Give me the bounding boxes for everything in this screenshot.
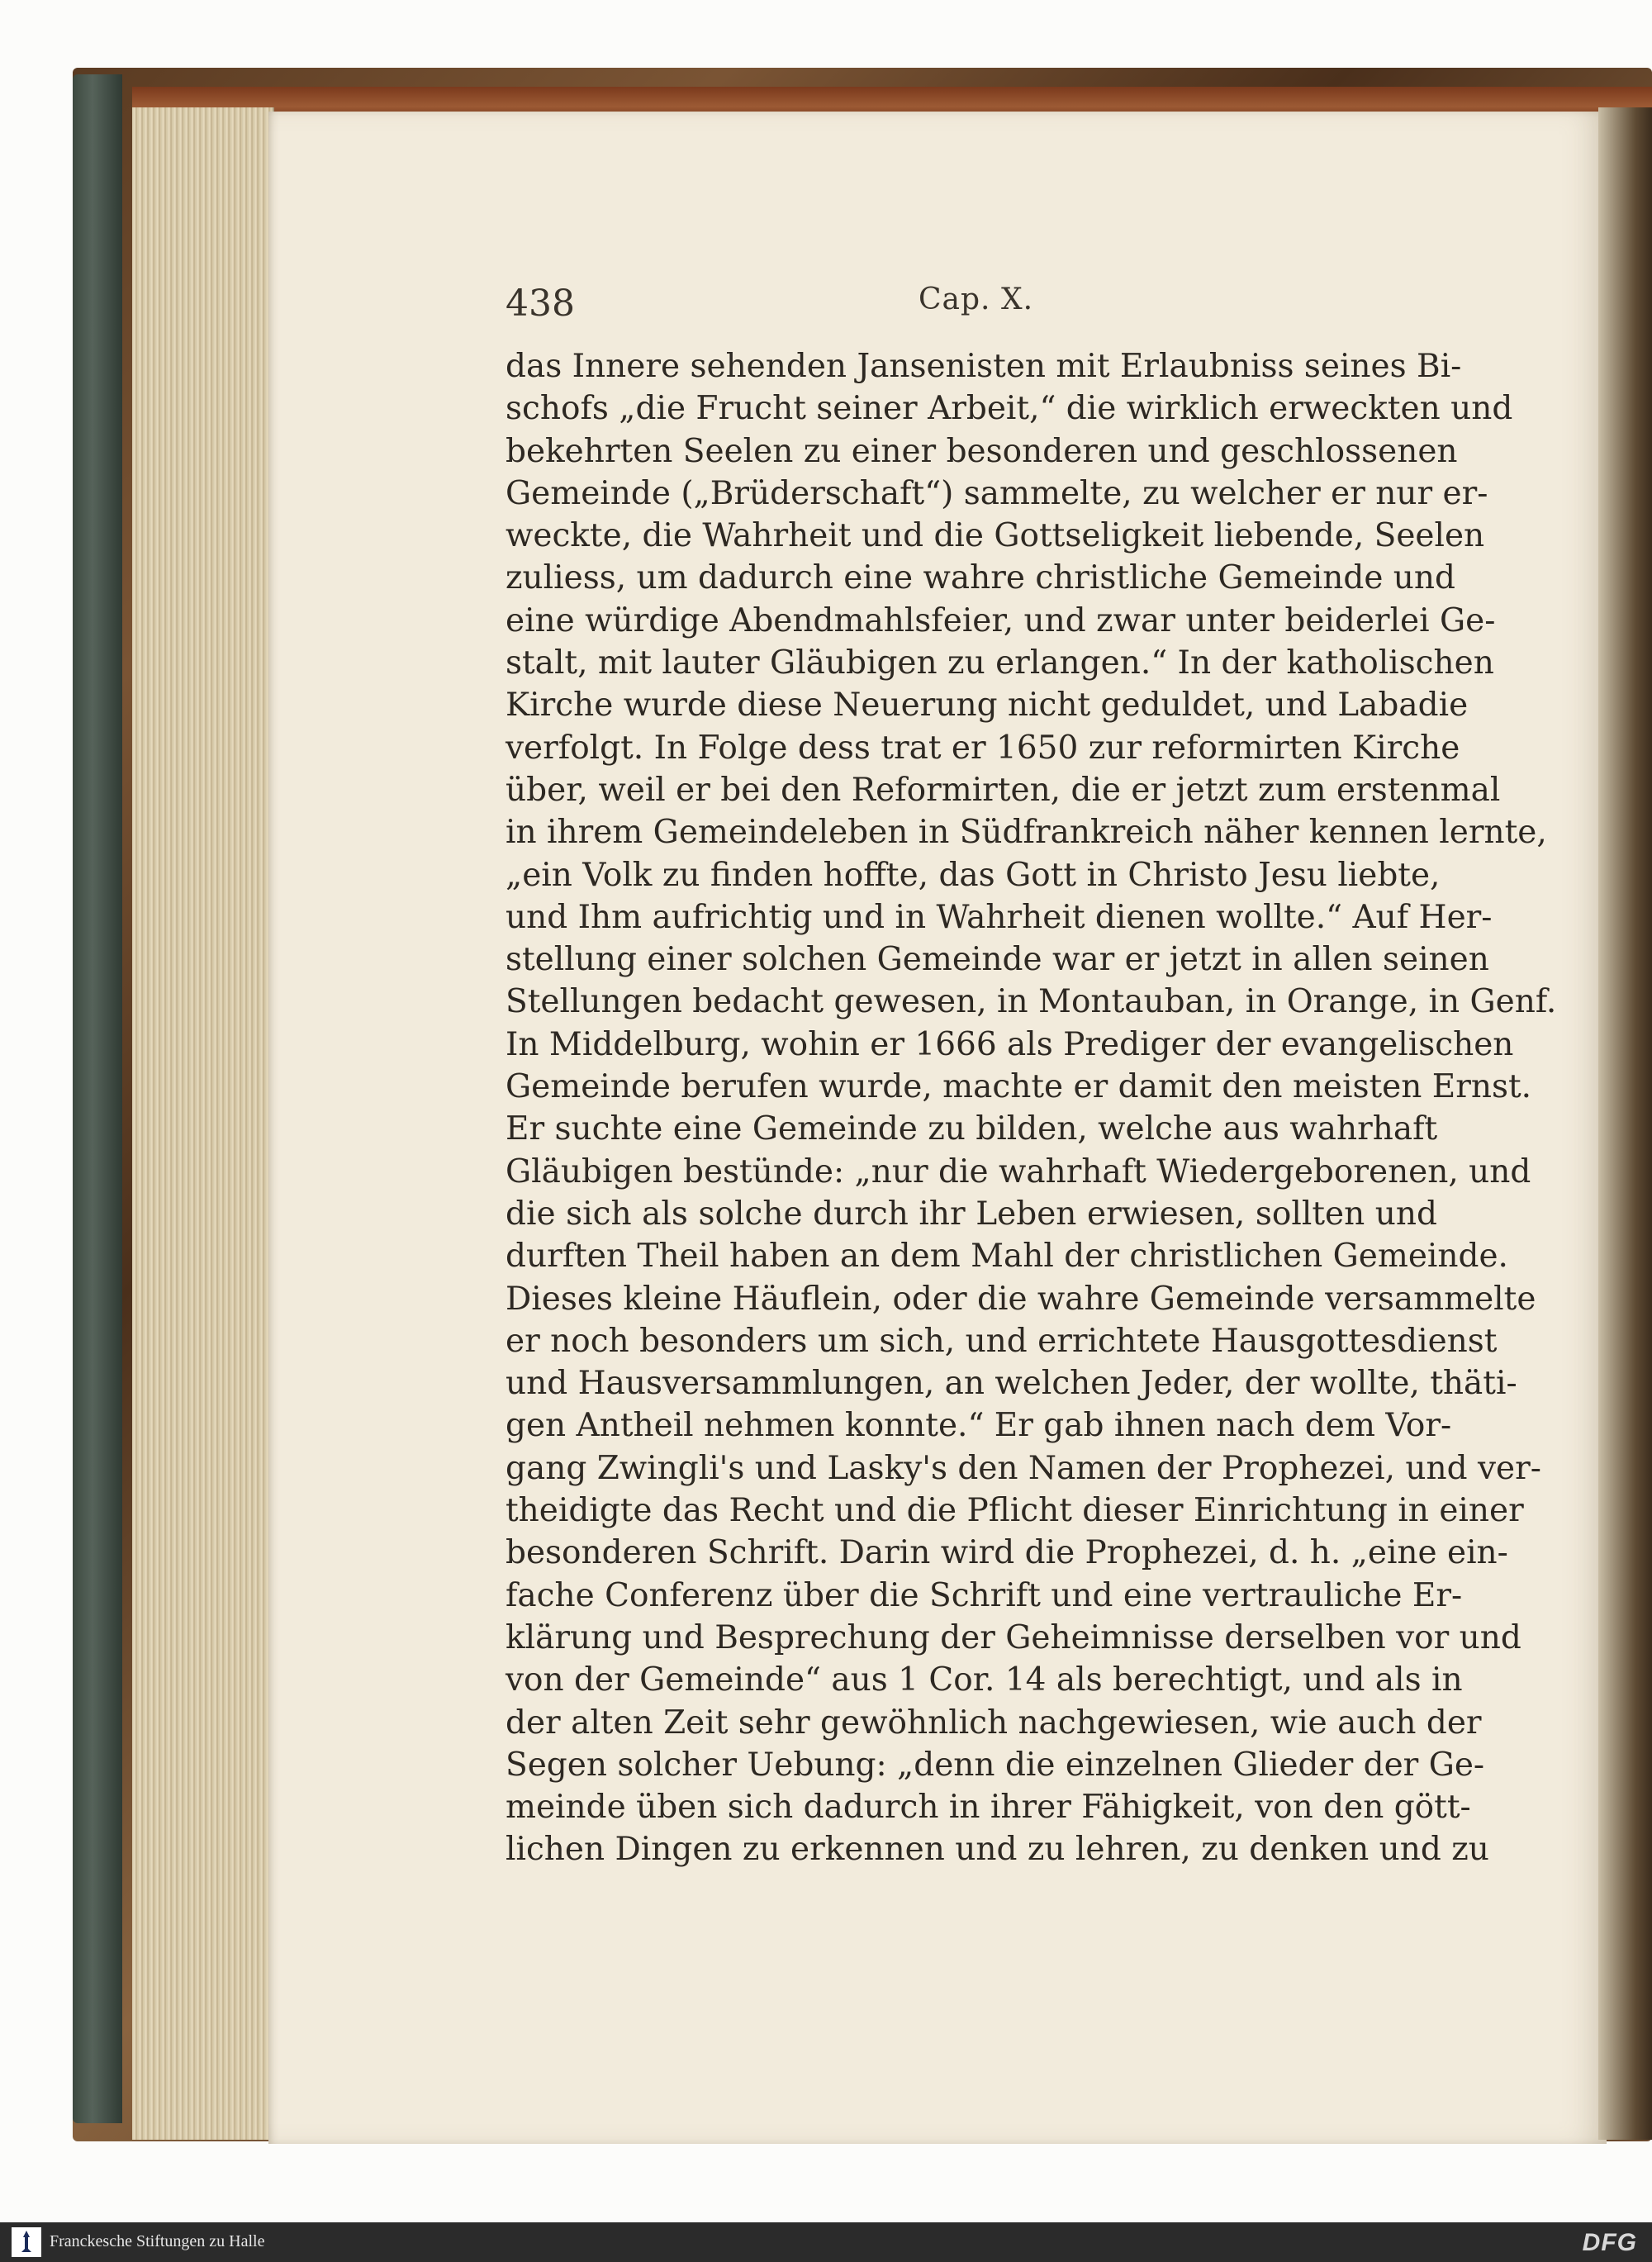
- text-line: Segen solcher Uebung: „denn die einzelnen Glieder der Ge-: [506, 1746, 1485, 1784]
- page-number: 438: [506, 283, 575, 325]
- text-line: er noch besonders um sich, und errichtete Hausgottesdienst: [506, 1322, 1498, 1360]
- text-line: und Ihm aufrichtig und in Wahrheit dienen wollte.“ Auf Her-: [506, 898, 1493, 936]
- viewer-footer: [0, 2222, 1652, 2262]
- text-line: und Hausversammlungen, an welchen Jeder, der wollte, thäti-: [506, 1365, 1517, 1403]
- body-text: [506, 345, 1557, 1871]
- text-line: fache Conferenz über die Schrift und eine vertrauliche Er-: [506, 1576, 1463, 1614]
- text-line: klärung und Besprechung der Geheimnisse derselben vor und: [506, 1618, 1521, 1656]
- text-line: über, weil er bei den Reformirten, die er jetzt zum erstenmal: [506, 771, 1501, 809]
- text-line: Gemeinde („Brüderschaft“) sammelte, zu welcher er nur er-: [506, 474, 1488, 512]
- text-line: theidigte das Recht und die Pflicht dieser Einrichtung in einer: [506, 1492, 1524, 1530]
- institution-logo-icon: [12, 2227, 41, 2257]
- text-line: Er suchte eine Gemeinde zu bilden, welche aus wahrhaft: [506, 1110, 1438, 1148]
- text-line: besonderen Schrift. Darin wird die Prophezei, d. h. „eine ein-: [506, 1534, 1508, 1572]
- page-gutter: [1598, 107, 1652, 2140]
- text-line: gen Antheil nehmen konnte.“ Er gab ihnen nach dem Vor-: [506, 1407, 1452, 1445]
- text-line: lichen Dingen zu erkennen und zu lehren, zu denken und zu: [506, 1831, 1489, 1869]
- text-line: meinde üben sich dadurch in ihrer Fähigkeit, von den gött-: [506, 1789, 1471, 1827]
- page-header: [506, 283, 1431, 324]
- institution-name: Franckesche Stiftungen zu Halle: [50, 2232, 265, 2250]
- text-line: das Innere sehenden Jansenisten mit Erlaubniss seines Bi-: [506, 348, 1462, 385]
- text-line: weckte, die Wahrheit und die Gottseligkeit liebende, Seelen: [506, 517, 1485, 555]
- text-line: Kirche wurde diese Neuerung nicht geduldet, und Labadie: [506, 687, 1469, 725]
- text-line: die sich als solche durch ihr Leben erwiesen, sollten und: [506, 1195, 1437, 1233]
- book-spine: [73, 74, 122, 2123]
- text-line: durften Theil haben an dem Mahl der christlichen Gemeinde.: [506, 1238, 1508, 1276]
- running-title: Cap. X.: [919, 283, 1034, 316]
- text-line: stellung einer solchen Gemeinde war er jetzt in allen seinen: [506, 941, 1489, 979]
- text-line: in ihrem Gemeindeleben in Südfrankreich näher kennen lernte,: [506, 814, 1547, 852]
- text-line: Gemeinde berufen wurde, machte er damit den meisten Ernst.: [506, 1068, 1532, 1106]
- text-line: der alten Zeit sehr gewöhnlich nachgewiesen, wie auch der: [506, 1704, 1482, 1742]
- text-line: Gläubigen bestünde: „nur die wahrhaft Wiedergeborenen, und: [506, 1152, 1531, 1190]
- text-line: verfolgt. In Folge dess trat er 1650 zur reformirten Kirche: [506, 729, 1460, 767]
- text-line: bekehrten Seelen zu einer besonderen und geschlossenen: [506, 432, 1458, 470]
- text-line: gang Zwingli's und Lasky's den Namen der Prophezei, und ver-: [506, 1449, 1541, 1487]
- text-line: von der Gemeinde“ aus 1 Cor. 14 als berechtigt, und als in: [506, 1661, 1463, 1699]
- text-line: eine würdige Abendmahlsfeier, und zwar unter beiderlei Ge-: [506, 601, 1496, 639]
- text-line: stalt, mit lauter Gläubigen zu erlangen.“ In der katholischen: [506, 644, 1494, 682]
- text-line: schofs „die Frucht seiner Arbeit,“ die wirklich erweckten und: [506, 390, 1513, 428]
- text-line: In Middelburg, wohin er 1666 als Prediger der evangelischen: [506, 1025, 1514, 1063]
- text-line: Stellungen bedacht gewesen, in Montauban, in Orange, in Genf.: [506, 983, 1557, 1021]
- page-edges: [132, 107, 274, 2140]
- text-line: zuliess, um dadurch eine wahre christliche Gemeinde und: [506, 559, 1456, 597]
- text-line: „ein Volk zu finden hoffte, das Gott in Christo Jesu liebte,: [506, 856, 1441, 894]
- dfg-logo: DFG: [1582, 2229, 1637, 2256]
- text-line: Dieses kleine Häuflein, oder die wahre Gemeinde versammelte: [506, 1280, 1536, 1318]
